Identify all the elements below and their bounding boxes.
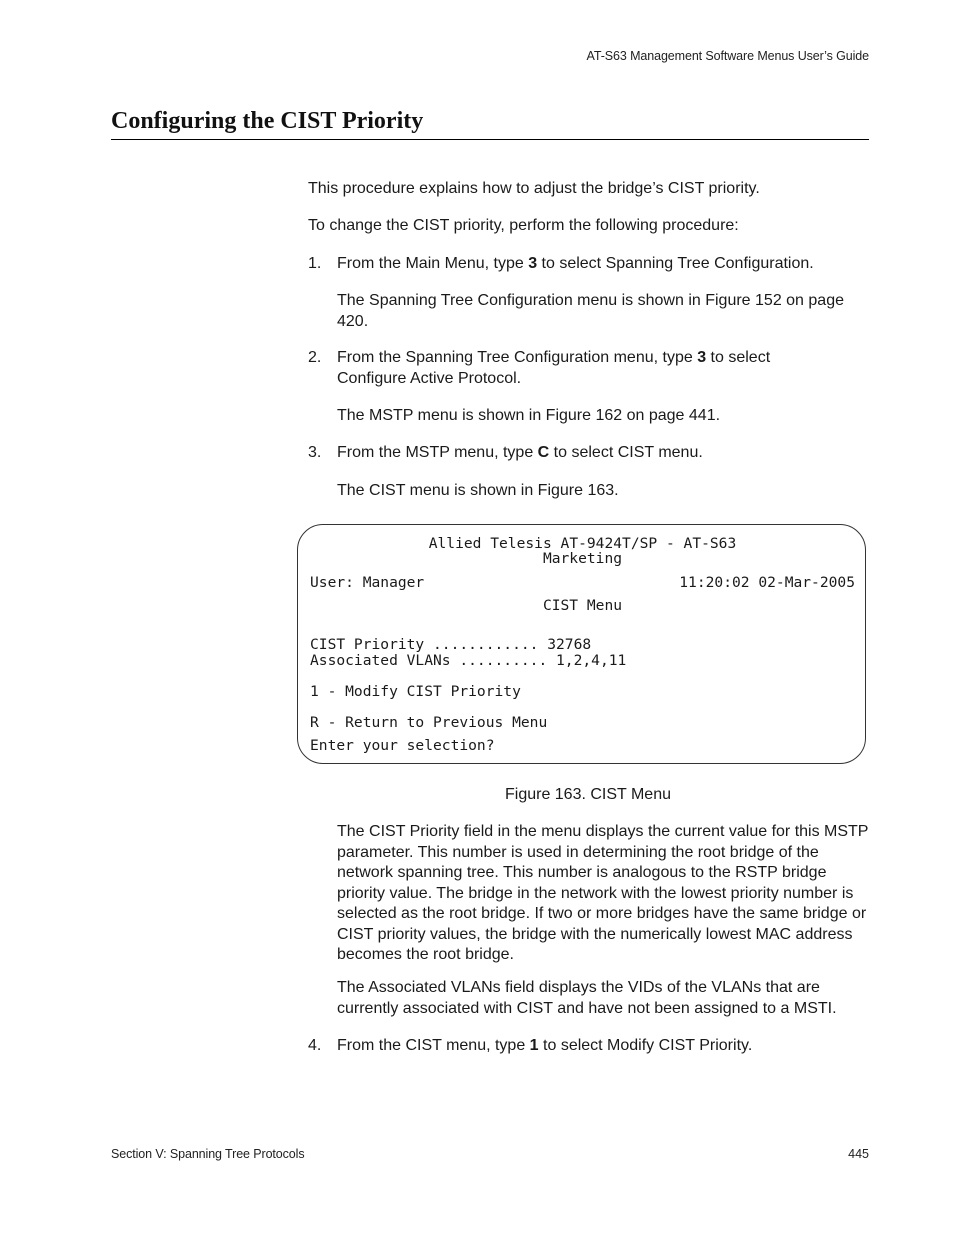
step-2-key: 3 bbox=[697, 349, 707, 366]
step-3-text: From the MSTP menu, type C to select CIST menu. bbox=[337, 444, 703, 461]
footer-section: Section V: Spanning Tree Protocols bbox=[111, 1147, 305, 1161]
step-1-text: From the Main Menu, type 3 to select Spanning Tree Configuration. bbox=[337, 255, 814, 272]
step-2-number: 2. bbox=[308, 349, 322, 366]
screen-menu-title: CIST Menu bbox=[542, 597, 623, 614]
step-2-text: From the Spanning Tree Configuration menu, type 3 to select Configure Active Protocol. bbox=[337, 349, 771, 387]
screen-option-modify-priority: 1 - Modify CIST Priority bbox=[310, 683, 521, 700]
screen-prompt: Enter your selection? bbox=[310, 737, 495, 754]
step-1-key: 3 bbox=[528, 255, 538, 272]
screen-field-associated-vlans: Associated VLANs .......... 1,2,4,11 bbox=[310, 652, 627, 669]
screen-device-name: Allied Telesis AT-9424T/SP - AT-S63 bbox=[428, 535, 737, 552]
screen-location: Marketing bbox=[542, 550, 623, 567]
screen-datetime: 11:20:02 02-Mar-2005 bbox=[679, 574, 855, 591]
screen-option-return: R - Return to Previous Menu bbox=[310, 714, 548, 731]
step-3-number: 3. bbox=[308, 444, 322, 461]
step-1-note: The Spanning Tree Configuration menu is shown in Figure 152 on page 420. bbox=[337, 292, 844, 330]
running-header: AT-S63 Management Software Menus User’s Guide bbox=[586, 49, 869, 63]
step-2-note: The MSTP menu is shown in Figure 162 on page 441. bbox=[337, 407, 721, 424]
explanation-paragraph-2: The Associated VLANs field displays the VIDs of the VLANs that are currently associated with CIST and have not been assigned to a MSTI. bbox=[337, 979, 837, 1017]
step-3-key: C bbox=[537, 444, 550, 461]
explanation-paragraph-1: The CIST Priority field in the menu displays the current value for this MSTP parameter. This number is used in determining the root bridge of the network spanning tree. This number is analogous to the RSTP bridge priority value. The bridge in the network with the lowest priority number is selected as the root bridge. If two or more bridges have the same bridge or CIST priority values, the bridge with the numerically lowest MAC address becomes the root bridge. bbox=[337, 823, 869, 963]
step-1-number: 1. bbox=[308, 255, 322, 272]
title-rule bbox=[111, 139, 869, 140]
screen-field-cist-priority: CIST Priority ............ 32768 bbox=[310, 636, 592, 653]
figure-caption: Figure 163. CIST Menu bbox=[504, 786, 671, 803]
footer-page-number: 445 bbox=[848, 1147, 869, 1161]
step-4-key: 1 bbox=[529, 1037, 539, 1054]
screen-user: User: Manager bbox=[310, 574, 425, 591]
intro-paragraph-1: This procedure explains how to adjust the bridge’s CIST priority. bbox=[308, 180, 760, 197]
step-3-note: The CIST menu is shown in Figure 163. bbox=[337, 482, 619, 499]
intro-paragraph-2: To change the CIST priority, perform the following procedure: bbox=[308, 217, 739, 234]
step-4-text: From the CIST menu, type 1 to select Modify CIST Priority. bbox=[337, 1037, 753, 1054]
section-title: Configuring the CIST Priority bbox=[111, 108, 424, 134]
step-4-number: 4. bbox=[308, 1037, 322, 1054]
